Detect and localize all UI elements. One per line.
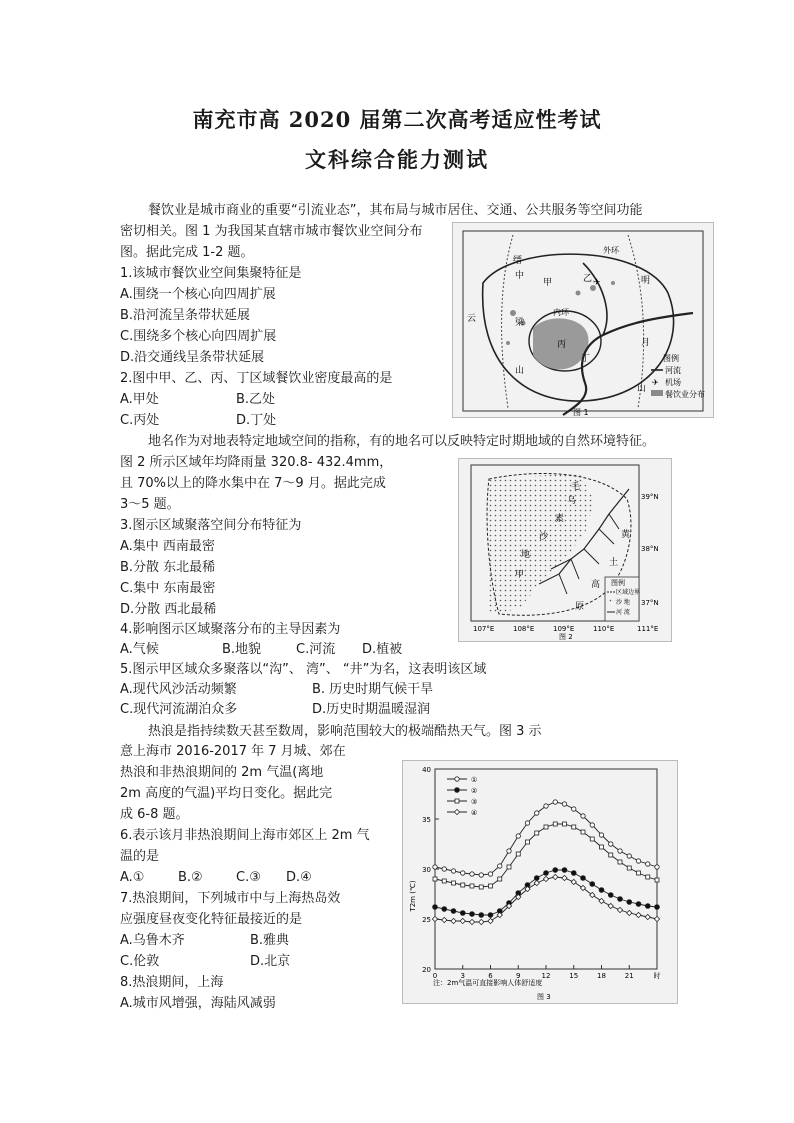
- fig3-point: [470, 912, 475, 917]
- fig2-legend-sand: 沙 地: [616, 599, 630, 606]
- fig1-label-ming: 明: [641, 276, 651, 286]
- q4-option-a: A.气候: [120, 642, 159, 657]
- passage3-line2: 意上海市 2016-2017 年 7 月城、郊在: [120, 744, 346, 759]
- q7-option-c: C.伦敦: [120, 954, 160, 969]
- figure-3-temperature-chart: [402, 760, 678, 1004]
- fig3-point: [544, 871, 549, 876]
- q5-option-d: D.历史时期温暖湿润: [312, 702, 431, 717]
- fig1-label-liang: 梁: [515, 318, 525, 328]
- fig3-legend-label: ④: [471, 809, 478, 817]
- fig3-ytick-label: 30: [422, 866, 431, 874]
- fig3-point: [488, 913, 493, 918]
- figure-2-region-map: [458, 458, 672, 642]
- fig3-point: [516, 834, 520, 838]
- fig1-label-shan-east: 山: [637, 384, 647, 394]
- fig3-point: [544, 804, 548, 808]
- fig3-point: [581, 814, 585, 818]
- q4-option-d: D.植被: [362, 642, 403, 657]
- fig3-point: [553, 868, 558, 873]
- fig3-point: [479, 913, 484, 918]
- q6-stem-line1: 6.表示该月非热浪期间上海市郊区上 2m 气: [120, 828, 370, 843]
- fig3-point: [507, 849, 511, 853]
- fig1-label-inner-ring: 内环: [553, 308, 569, 317]
- fig3-point: [516, 852, 520, 856]
- exam-title: 南充市高 2020 届第二次高考适应性考试: [192, 107, 602, 132]
- fig3-point: [645, 914, 650, 919]
- fig3-point: [637, 871, 641, 875]
- fig3-point: [469, 919, 474, 924]
- fig1-legend-title: 图例: [663, 354, 679, 363]
- fig3-point: [455, 788, 460, 793]
- fig2-label-su: 素: [555, 514, 565, 524]
- fig2-legend-river: 河 流: [616, 609, 630, 616]
- fig3-point: [498, 864, 502, 868]
- fig2-label-gao: 高: [591, 580, 601, 590]
- fig3-xtick-label: 9: [516, 972, 521, 980]
- fig3-point: [433, 905, 438, 910]
- fig3-point: [608, 893, 613, 898]
- q3-option-a: A.集中 西南最密: [120, 539, 215, 554]
- fig2-label-mao: 毛: [571, 482, 581, 492]
- fig3-point: [562, 875, 567, 880]
- fig3-point: [461, 883, 465, 887]
- fig3-point: [618, 860, 622, 864]
- fig3-point: [608, 903, 613, 908]
- fig3-xtick-label: 时: [653, 972, 661, 980]
- fig3-point: [553, 822, 557, 826]
- q2-stem: 2.图中甲、乙、丙、丁区域餐饮业密度最高的是: [120, 371, 393, 386]
- fig2-place-jia: 甲: [515, 570, 525, 580]
- fig3-plot-frame: [435, 769, 657, 969]
- q3-option-c: C.集中 东南最密: [120, 581, 216, 596]
- q7-option-d: D.北京: [250, 954, 291, 969]
- fig3-point: [543, 876, 548, 881]
- fig2-label-huang: 黄: [621, 530, 631, 540]
- fig3-point: [553, 800, 557, 804]
- passage3-line1: 热浪是指持续数天甚至数周，影响范围较大的极端酷热天气。图 3 示: [148, 724, 542, 739]
- q1-stem: 1.该城市餐饮业空间集聚特征是: [120, 266, 302, 281]
- fig3-point: [553, 874, 558, 879]
- fig2-lon-108: 108°E: [513, 625, 535, 633]
- fig3-point: [460, 911, 465, 916]
- fig1-legend-airport-icon: ✈: [652, 378, 659, 387]
- fig1-place-ding: 丁: [581, 354, 591, 364]
- passage3-line3: 热浪和非热浪期间的 2m 气温(离地: [120, 765, 324, 780]
- fig1-label-zhong: 中: [515, 271, 525, 281]
- fig3-point: [618, 849, 622, 853]
- fig3-point: [645, 904, 650, 909]
- fig3-series-4: [432, 874, 659, 924]
- passage3-line4: 2m 高度的气温)平均日变化。据此完: [120, 786, 333, 801]
- fig3-point: [526, 840, 530, 844]
- fig3-xtick-label: 6: [488, 972, 493, 980]
- fig3-point: [460, 918, 465, 923]
- fig3-point: [507, 865, 511, 869]
- passage2-line2: 图 2 所示区域年均降雨量 320.8- 432.4mm，: [120, 455, 393, 470]
- fig3-point: [470, 884, 474, 888]
- fig3-point: [525, 821, 529, 825]
- fig3-point: [433, 877, 437, 881]
- fig3-point: [655, 905, 660, 910]
- fig3-caption: 图 3: [537, 993, 551, 1001]
- q8-option-a: A.城市风增强，海陆风减弱: [120, 996, 276, 1011]
- figure-1-city-map: [452, 222, 714, 418]
- q6-option-d: D.④: [286, 870, 312, 885]
- fig3-xtick-label: 18: [597, 972, 606, 980]
- fig3-point: [455, 799, 459, 803]
- fig3-point: [599, 888, 604, 893]
- fig1-label-yun: 云: [467, 314, 477, 324]
- q7-stem-line2: 应强度昼夜变化特征最接近的是: [120, 912, 303, 927]
- fig3-point: [562, 868, 567, 873]
- fig2-lat-38: 38°N: [641, 545, 659, 553]
- fig3-point: [534, 880, 539, 885]
- fig3-point: [609, 842, 613, 846]
- fig3-legend-label: ②: [471, 787, 478, 795]
- fig3-point: [617, 907, 622, 912]
- fig2-lat-37: 37°N: [641, 599, 659, 607]
- fig3-point: [454, 809, 459, 814]
- fig3-point: [571, 871, 576, 876]
- fig3-point: [563, 822, 567, 826]
- fig3-point: [470, 872, 474, 876]
- passage3-line5: 成 6-8 题。: [120, 807, 189, 822]
- exam-subtitle: 文科综合能力测试: [305, 147, 489, 172]
- fig1-label-outer-ring: 外环: [603, 246, 619, 255]
- fig3-point: [534, 876, 539, 881]
- q5-option-c: C.现代河流湖泊众多: [120, 702, 238, 717]
- fig3-point: [599, 833, 603, 837]
- fig3-point: [618, 897, 623, 902]
- fig3-point: [442, 879, 446, 883]
- q3-stem: 3.图示区域聚落空间分布特征为: [120, 518, 302, 533]
- fig3-point: [636, 859, 640, 863]
- fig3-point: [646, 862, 650, 866]
- fig2-legend-boundary: 区域边界: [616, 589, 641, 596]
- fig3-xtick-label: 21: [624, 972, 634, 980]
- q7-option-a: A.乌鲁木齐: [120, 933, 185, 948]
- fig3-ylabel: T2m (℃): [409, 880, 417, 912]
- fig3-point: [609, 853, 613, 857]
- q1-option-d: D.沿交通线呈条带状延展: [120, 350, 265, 365]
- fig3-point: [655, 878, 659, 882]
- fig3-point: [655, 865, 659, 869]
- fig3-series-line: [435, 877, 657, 922]
- fig3-point: [590, 823, 594, 827]
- q8-stem: 8.热浪期间，上海: [120, 975, 224, 990]
- q4-option-c: C.河流: [296, 642, 336, 657]
- fig3-point: [572, 807, 576, 811]
- q3-option-b: B.分散 东北最稀: [120, 560, 216, 575]
- fig1-label-yue: 月: [641, 338, 651, 348]
- fig3-point: [488, 918, 493, 923]
- q7-stem-line1: 7.热浪期间，下列城市中与上海热岛效: [120, 891, 341, 906]
- q5-option-b: B. 历史时期气候干旱: [312, 682, 434, 697]
- q5-stem: 5.图示甲区域众多聚落以“沟”、 湾”、 “井”为名，这表明该区域: [120, 662, 487, 677]
- q2-option-a: A.甲处: [120, 392, 159, 407]
- fig3-point: [590, 882, 595, 887]
- fig3-series-2: [433, 868, 660, 918]
- passage1-line3: 图。据此完成 1-2 题。: [120, 245, 254, 260]
- fig3-point: [572, 825, 576, 829]
- fig3-point: [461, 871, 465, 875]
- fig3-ytick-label: 20: [422, 966, 431, 974]
- fig3-point: [646, 875, 650, 879]
- fig3-point: [452, 881, 456, 885]
- fig3-point: [571, 879, 576, 884]
- fig2-label-sha: 沙: [539, 532, 549, 542]
- fig3-point: [451, 869, 455, 873]
- fig2-label-yuan: 原: [575, 602, 585, 612]
- passage2-line3: 且 70%以上的降水集中在 7～9 月。据此完成: [120, 476, 386, 491]
- fig3-point: [627, 854, 631, 858]
- fig3-point: [627, 910, 632, 915]
- fig1-place-bing: 丙: [557, 340, 567, 350]
- q5-option-a: A.现代风沙活动频繁: [120, 682, 237, 697]
- fig3-xtick-label: 15: [569, 972, 579, 980]
- fig3-point: [581, 876, 586, 881]
- fig1-legend-airport: 机场: [665, 378, 681, 387]
- fig3-legend-label: ③: [471, 798, 478, 806]
- passage1-line2: 密切相关。图 1 为我国某直辖市城市餐饮业空间分布: [120, 224, 423, 239]
- fig1-label-jin: 缙: [513, 256, 523, 266]
- fig2-lon-111: 111°E: [637, 625, 659, 633]
- fig1-label-shan-west: 山: [515, 366, 525, 376]
- fig2-label-tu: 土: [609, 558, 619, 568]
- fig3-point: [433, 865, 437, 869]
- fig1-legend-dining: 餐饮业分布: [665, 390, 705, 399]
- fig3-point: [581, 830, 585, 834]
- fig3-point: [627, 866, 631, 870]
- q6-option-b: B.②: [178, 870, 203, 885]
- q1-option-c: C.围绕多个核心向四周扩展: [120, 329, 277, 344]
- fig1-place-jia: 甲: [543, 278, 553, 288]
- fig2-lon-110: 110°E: [593, 625, 615, 633]
- fig3-xtick-label: 12: [541, 972, 551, 980]
- q4-stem: 4.影响图示区域聚落分布的主导因素为: [120, 622, 341, 637]
- fig3-point: [654, 916, 659, 921]
- fig3-point: [455, 777, 459, 781]
- fig2-lon-107: 107°E: [473, 625, 495, 633]
- passage2-line4: 3～5 题。: [120, 497, 180, 512]
- fig2-lon-109: 109°E: [553, 625, 575, 633]
- fig3-legend-label: ①: [471, 776, 478, 784]
- fig3-ytick-label: 40: [422, 766, 431, 774]
- fig3-point: [451, 909, 456, 914]
- fig3-point: [488, 872, 492, 876]
- fig1-airport-icon: ✈: [593, 278, 601, 288]
- fig2-lat-39: 39°N: [641, 493, 659, 501]
- fig3-point: [544, 825, 548, 829]
- q1-option-b: B.沿河流呈条带状延展: [120, 308, 251, 323]
- fig1-place-yi: 乙: [583, 274, 593, 284]
- fig1-legend-dining-icon: [651, 390, 663, 396]
- fig3-point: [479, 873, 483, 877]
- passage2-line1: 地名作为对地表特定地域空间的指称，有的地名可以反映特定时期地域的自然环境特征。: [148, 434, 656, 449]
- fig3-point: [600, 845, 604, 849]
- q2-option-b: B.乙处: [236, 392, 276, 407]
- fig3-point: [498, 877, 502, 881]
- q6-stem-line2: 温的是: [120, 849, 160, 864]
- q6-option-a: A.①: [120, 870, 145, 885]
- fig2-caption: 图 2: [559, 633, 573, 641]
- fig3-point: [535, 811, 539, 815]
- fig3-point: [627, 900, 632, 905]
- q2-option-c: C.丙处: [120, 413, 160, 428]
- fig3-point: [442, 867, 446, 871]
- fig3-ytick-label: 25: [422, 916, 431, 924]
- fig2-label-wu: 乌: [567, 496, 577, 506]
- fig3-point: [489, 884, 493, 888]
- fig3-note: 注：2m气温可直接影响人体舒适度: [433, 979, 543, 987]
- q2-option-d: D.丁处: [236, 413, 277, 428]
- fig3-ytick-label: 35: [422, 816, 431, 824]
- q1-option-a: A.围绕一个核心向四周扩展: [120, 287, 276, 302]
- fig3-point: [442, 917, 447, 922]
- fig3-xtick-label: 3: [460, 972, 465, 980]
- q6-option-c: C.③: [236, 870, 261, 885]
- fig2-label-di: 地: [521, 550, 531, 560]
- fig2-legend-sand-icon: [607, 599, 615, 604]
- fig1-caption: 图 1: [573, 408, 589, 417]
- q7-option-b: B.雅典: [250, 933, 290, 948]
- fig3-point: [479, 919, 484, 924]
- fig3-point: [451, 918, 456, 923]
- fig3-point: [636, 912, 641, 917]
- fig3-point: [432, 916, 437, 921]
- q3-option-d: D.分散 西北最稀: [120, 602, 217, 617]
- fig3-point: [599, 898, 604, 903]
- fig3-point: [442, 907, 447, 912]
- fig3-point: [535, 831, 539, 835]
- q4-option-b: B.地貌: [222, 642, 262, 657]
- fig3-point: [636, 902, 641, 907]
- fig2-legend-title: 图例: [611, 579, 625, 587]
- fig1-legend-river: 河流: [665, 366, 681, 375]
- passage1-line1: 餐饮业是城市商业的重要“引流业态”，其布局与城市居住、交通、公共服务等空间功能: [148, 203, 643, 218]
- fig3-point: [479, 885, 483, 889]
- fig3-point: [562, 802, 566, 806]
- fig3-xtick-label: 0: [432, 972, 438, 980]
- fig3-point: [590, 837, 594, 841]
